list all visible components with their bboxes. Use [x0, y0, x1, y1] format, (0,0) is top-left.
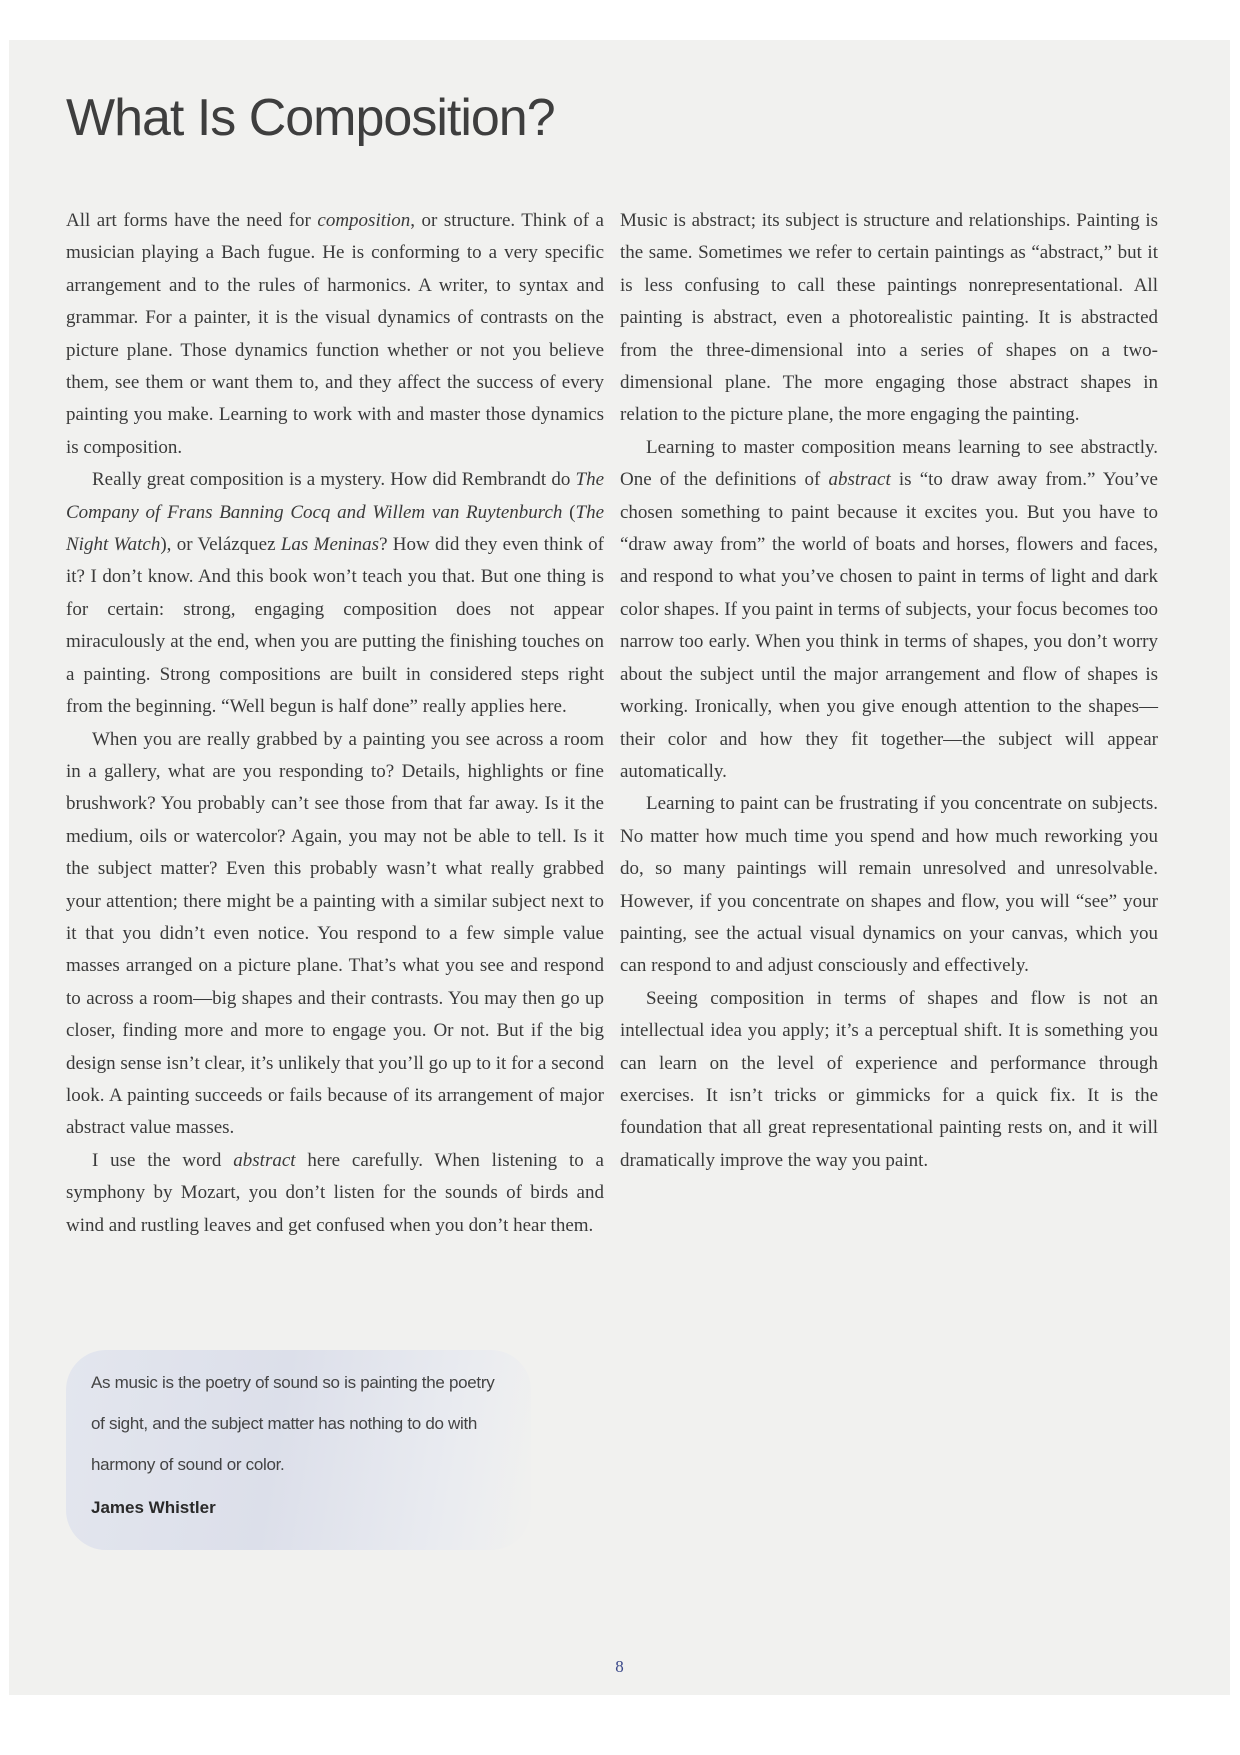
text-run: is “to draw away from.” You’ve chosen something to paint because it excites you. But you have to “draw away from” the world of boats and horses, flowers and faces, and respond to what you’ve chosen to paint in terms of light and dark color shapes. If you paint in terms of subjects, your focus becomes too narrow too early. When you think in terms of shapes, you don’t worry about the subject until the major arrangement and flow of shapes is working. Ironically, when you give enough attention to the shapes—their color and how they fit together—the subject will appear automatically.: [620, 469, 1158, 782]
paragraph: [66, 1145, 604, 1242]
text-run: Really great composition is a mystery. How did Rembrandt do: [92, 469, 576, 491]
paragraph: [66, 205, 604, 464]
italic-term: abstract: [233, 1149, 296, 1171]
quote-line: As music is the poetry of sound so is painting the poetry: [91, 1373, 495, 1392]
text-run: I use the word: [92, 1149, 234, 1171]
quote-author: James Whistler: [91, 1498, 216, 1517]
paragraph: [66, 464, 604, 723]
text-run: Learning to master composition means learning to see abstractly. One of the definitions of: [620, 436, 1158, 491]
text-run: (: [562, 501, 576, 523]
page-title: What Is Composition?: [66, 89, 555, 147]
left-column: [66, 205, 604, 1242]
text-run: All art forms have the need for: [66, 210, 318, 231]
paragraph: Music is abstract; its subject is structure and relationships. Painting is the same. Sometimes we refer to certain paintings as “abstract,” but it is less confusing to call these paintings nonrepresentational. All painting is abstract, even a photorealistic painting. It is abstracted from the three-dimensional into a series of shapes on a two-dimensional plane. The more engaging those abstract shapes in relation to the picture plane, the more engaging the painting.: [620, 210, 1158, 426]
italic-title: The Company of Frans Banning Cocq and Willem van Ruytenburch: [66, 469, 604, 523]
italic-term: composition: [317, 210, 411, 231]
italic-term: abstract: [828, 469, 891, 491]
text-run: ? How did they even think of it? I don’t know. And this book won’t teach you that. But one thing is for certain: strong, engaging composition does not appear miraculously at the end, when you are putting the finishing touches on a painting. Strong compositions are built in considered steps right from the beginning. “Well begun is half done” really applies here.: [66, 534, 604, 718]
paragraph: [620, 432, 1158, 788]
quote-line: harmony of sound or color.: [91, 1455, 285, 1474]
italic-title: Las Meninas: [280, 534, 380, 556]
paragraph: Learning to paint can be frustrating if you concentrate on subjects. No matter how much time you spend and how much reworking you do, so many paintings will remain unresolved and unresolvable. However, if you concentrate on shapes and flow, you will “see” your painting, see the actual visual dynamics on your canvas, which you can respond to and adjust consciously and effectively.: [620, 793, 1158, 977]
italic-title: The Night Watch: [66, 501, 604, 556]
text-run: , or structure. Think of a musician playing a Bach fugue. He is conforming to a very specific arrangement and to the rules of harmonics. A writer, to syntax and grammar. For a painter, it is the visual dynamics of contrasts on the picture plane. Those dynamics function whether or not you believe them, see them or want them to, and they affect the success of every painting you make. Learning to work with and master those dynamics is composition.: [66, 210, 604, 458]
text-run: ), or Velázquez: [160, 534, 281, 556]
right-column: [620, 205, 1158, 1177]
paragraph: Seeing composition in terms of shapes and flow is not an intellectual idea you apply; it’s a perceptual shift. It is something you can learn on the level of experience and performance through exercises. It isn’t tricks or gimmicks for a quick fix. It is the foundation that all great representational painting rests on, and it will dramatically improve the way you paint.: [620, 987, 1158, 1171]
text-run: here carefully. When listening to a symphony by Mozart, you don’t listen for the sounds of birds and wind and rustling leaves and get confused when you don’t hear them.: [66, 1149, 604, 1236]
page-number: 8: [615, 1657, 624, 1676]
paragraph: When you are really grabbed by a painting you see across a room in a gallery, what are you responding to? Details, highlights or fine brushwork? You probably can’t see those from that far away. Is it the medium, oils or watercolor? Again, you may not be able to tell. Is it the subject matter? Even this probably wasn’t what really grabbed your attention; there might be a painting with a similar subject next to it that you didn’t even notice. You respond to a few simple value masses arranged on a picture plane. That’s what you see and respond to across a room—big shapes and their contrasts. You may then go up closer, finding more and more to engage you. Or not. But if the big design sense isn’t clear, it’s unlikely that you’ll go up to it for a second look. A painting succeeds or fails because of its arrangement of major abstract value masses.: [66, 728, 604, 1139]
quote-line: of sight, and the subject matter has nothing to do with: [91, 1414, 478, 1433]
pull-quote: [91, 1362, 551, 1485]
book-page: [9, 40, 1230, 1695]
